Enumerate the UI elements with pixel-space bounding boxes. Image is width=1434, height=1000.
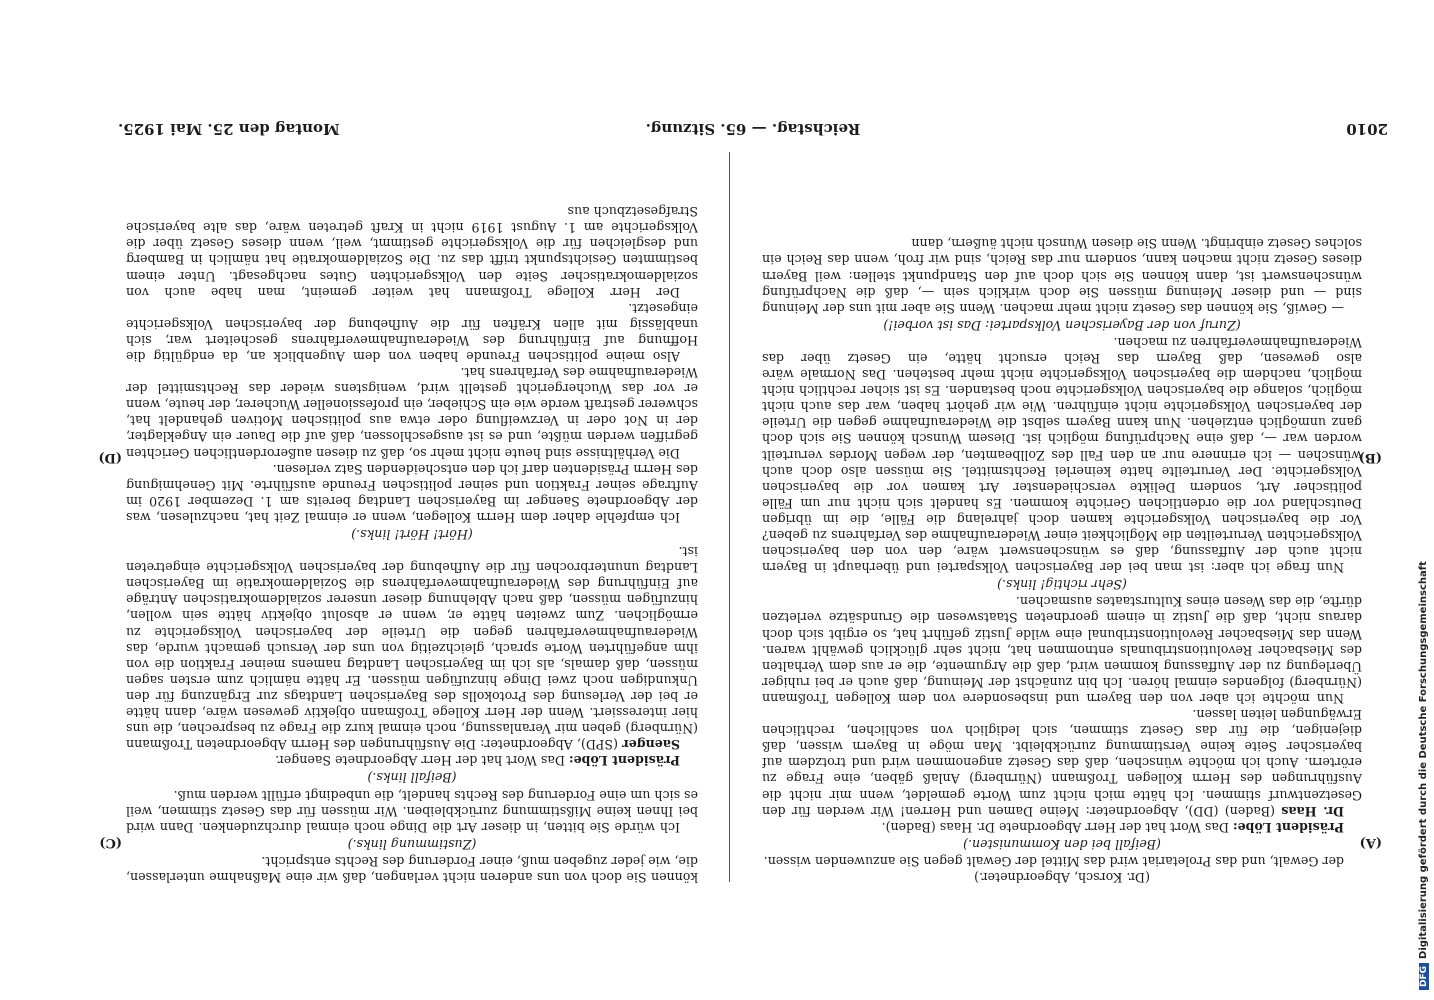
paragraph-text: (Beifall bei den Kommunisten.) bbox=[963, 836, 1161, 852]
paragraph-text: — Gewiß, Sie können das Gesetz nicht mehr machen. Wenn Sie aber mit uns der Meinung sind — und dieser Meinung müssen Sie doch wirklich sein —, daß die Nachprüfung wünschenswert ist, dann können Sie sich doch auf den Standpunkt stellen: weil Bayern dieses Gesetz nicht machen kann, sondern nur das Reich, sind wir froh, wenn das Reich ein solches Gesetz einbringt. Wenn Sie diesen Wunsch nicht äußern, dann bbox=[762, 236, 1362, 316]
paragraph-text: Das Wort hat der Herr Abgeordnete Dr. Haas (Baden). bbox=[881, 819, 1229, 835]
paragraph bbox=[126, 752, 698, 768]
session-date: Montag den 25. Mai 1925. bbox=[118, 120, 340, 138]
paragraph bbox=[762, 706, 1362, 819]
paragraph bbox=[126, 543, 698, 752]
paragraph-text: Ich würde Sie bitten, in dieser Art die Dinge noch einmal durchzudenken. Dann wird bei Ihnen keine Mißstimmung zurückbleiben. Wir müssen für das Gesetz stimmen, weil es sich um eine Forderung des Rechts handelt, die unbedingt erfüllt werden muß. bbox=[126, 787, 698, 835]
paragraph-text: können Sie doch von uns anderen nicht verlangen, daß wir eine Maßnahme unterlassen, die, wie jeder zugeben muß, einer Forderung des Rechts entspricht. bbox=[126, 853, 698, 885]
paragraph-text: (Zuruf von der Bayerischen Volkspartei: Das ist vorbei!) bbox=[883, 317, 1241, 333]
paragraph bbox=[762, 235, 1362, 315]
paragraph bbox=[126, 300, 698, 364]
paragraph-text: Nun möchte ich aber von den Bayern und insbesondere von dem Kollegen Troßmann (Nürnberg) folgendes einmal hören. Ich bin zunächst der Meinung, daß auch er bei ruhiger Überlegung zu der Auffassung kommen wird, daß die Argumente, die er aus dem Verhalten des Miesbacher Revolutionstribunals entnommen hat, nicht sehr glücklich gewählt waren. Wenn das Miesbacher Revolutionstribunal eine wilde Justiz geführt hat, so ergibt sich doch daraus nicht, daß die Justiz in einem geordneten Staatswesen die Grundsätze verletzen dürfte, die das Wesen eines Kulturstaates ausmachen. bbox=[762, 594, 1362, 706]
margin-mark-c: (C) bbox=[99, 835, 122, 850]
footer-text: Digitalisierung gefördert durch die Deutsche Forschungsgemeinschaft bbox=[1418, 561, 1429, 959]
paragraph-text: Also meine politischen Freunde haben von dem Augenblick an, da endgültig die Hoffnung auf Einführung des Wiederaufnahmeverfahrens gescheitert war, sich unablässig mit allen Kräften für die Aufhebung der bayerischen Volksgerichte eingesetzt. bbox=[126, 300, 698, 364]
speaker-name: Präsident Löbe: bbox=[1232, 819, 1344, 835]
margin-mark-b: (B) bbox=[1358, 450, 1382, 465]
paragraph bbox=[126, 461, 698, 525]
page-header bbox=[118, 116, 1388, 138]
margin-mark-d: (D) bbox=[98, 450, 122, 465]
interjection bbox=[762, 317, 1362, 333]
paragraph-text: (Dr. Korsch, Abgeordneter.) bbox=[974, 870, 1150, 885]
paragraph bbox=[126, 203, 698, 300]
digitization-footer bbox=[1418, 0, 1432, 990]
right-column bbox=[126, 145, 698, 885]
page-number: 2010 bbox=[1346, 120, 1388, 138]
paragraph bbox=[126, 364, 698, 461]
interjection bbox=[126, 769, 698, 785]
paragraph-text: (Zustimmung links.) bbox=[347, 836, 477, 852]
dfg-logo: DFG bbox=[1419, 963, 1429, 990]
paragraph-text: Nun frage ich aber: ist man bei der Bayerischen Volkspartei und überhaupt in Bayern nicht auch der Auffassung, daß es wünschenswert wäre, den von den bayerischen Volksgerichten Verurteilten die Möglichkeit einer Wiederaufnahme des Verfahrens zu geben? Vor die bayerischen Volksgerichte kamen doch jahrelang die Fälle, die im übrigen Deutschland vor die ordentlichen Gerichte kommen. Es handelt sich nicht nur um Fälle politischer Art, sondern Delikte verschiedenster Art kamen vor die bayerischen Volksgerichte. Der Verurteilte hatte keinerlei Rechtsmittel. Sie müssen also doch auch wünschen — ich erinnere nur an den Fall des Zollbeamten, der wegen Mordes verurteilt worden war —, daß eine Nachprüfung möglich ist. Diesem Wunsch können Sie sich doch ganz unmöglich entziehen. Nun kann Bayern selbst die Wiederaufnahme gegen die Urteile der bayerischen Volksgerichte nicht einführen. Wie wir gehört haben, war das auch nicht möglich, solange die bayerischen Volksgerichte noch bestanden. Es ist sicher rechtlich nicht möglich, nachdem die bayerischen Volksgerichte nicht mehr bestehen. Das Normale wäre also gewesen, daß Bayern das Reich ersucht hätte, ein Gesetz über das Wiederaufnahmeverfahren zu machen. bbox=[762, 334, 1362, 576]
paragraph-text: Der Herr Kollege Troßmann hat weiter gemeint, man habe auch von sozialdemokratischer Seite den Volksgerichten Gutes nachgesagt. Unter einem bestimmten Gesichtspunkt trifft das zu. Die Sozialdemokratie hat nämlich in Bamberg und desgleichen für die Volksgerichte gestimmt, weil, wenn dieses Gesetz über die Volksgerichte am 1. August 1919 nicht in Kraft getreten wäre, das alte bayerische Strafgesetzbuch aus bbox=[126, 204, 698, 300]
paragraph-text: (Sehr richtig! links.) bbox=[997, 577, 1127, 593]
paragraph bbox=[762, 593, 1362, 706]
interjection bbox=[126, 836, 698, 852]
page-title: Reichstag. — 65. Sitzung. bbox=[645, 120, 861, 138]
paragraph bbox=[126, 786, 698, 834]
paragraph-text: Das Wort hat der Herr Abgeordnete Saenger. bbox=[275, 753, 565, 769]
paragraph-text: (Beifall links.) bbox=[367, 770, 457, 786]
speaker-continuation-line bbox=[762, 869, 1362, 885]
paragraph bbox=[762, 853, 1362, 869]
paragraph-text: (SPD), Abgeordneter: Die Ausführungen des Herrn Abgeordneten Troßmann (Nürnberg) geben mir Veranlassung, noch einmal kurz die Frage zu besprechen, die uns hier interessiert. Wenn der Herr Kollege Troßmann objektiv gewesen wäre, dann hätte er bei der Verlesung des Protokolls des Bayerischen Landtags zur Ergänzung für den Unkundigen noch zwei Dinge hinzufügen müssen. Er hätte nämlich zum ersten sagen müssen, daß damals, als ich im Bayerischen Landtag namens meiner Fraktion die von ihm angeführten Worte sprach, gleichzeitig von uns der Versuch gemacht wurde, das Wiederaufnahmeverfahren gegen die Urteile der bayerischen Volksgerichte zu ermöglichen. Zum zweiten hätte er, wenn er absolut objektiv hätte sein wollen, hinzufügen müssen, daß nach Ablehnung dieser unserer sozialdemokratischen Anträge auf Einführung des Wiederaufnahmeverfahrens die Sozialdemokratie im Bayerischen Landtag ununterbrochen für die Aufhebung der bayerischen Volksgerichte eingetreten ist. bbox=[126, 544, 698, 753]
paragraph-text: der Gewalt, und das Proletariat wird das Mittel der Gewalt gegen Sie anzuwenden wissen. bbox=[763, 853, 1344, 869]
column-divider bbox=[729, 152, 730, 882]
paragraph bbox=[762, 334, 1362, 575]
speaker-name: Dr. Haas bbox=[1281, 803, 1344, 819]
paragraph-text: (Baden) (DD), Abgeordneter: Meine Damen und Herren! Wir werden für den Gesetzentwurf stimmen. Ich hätte mich nicht zum Worte gemeldet, wenn mir nicht die Ausführungen des Herrn Kollegen Troßmann (Nürnberg) Anlaß gäben, eine Frage zu erörtern. Auch ich möchte wünschen, daß das Gesetz angenommen wird und trotzdem auf bayerischer Seite keine Verstimmung zurückbleibt. Man möge in Bayern wissen, daß diejenigen, die für das Gesetz stimmen, sich lediglich von sachlichen, rechtlichen Erwägungen leiten lassen. bbox=[762, 707, 1362, 819]
interjection bbox=[126, 526, 698, 542]
speaker-name: Präsident Löbe: bbox=[568, 753, 680, 769]
left-column bbox=[762, 145, 1362, 885]
paragraph-text: Die Verhältnisse sind heute nicht mehr so, daß zu diesen außerordentlichen Gerichten gegriffen werden müßte, und es ist ausgeschlossen, daß auf die Dauer ein Angeklagter, der in Not oder in Verzweiflung oder etwa aus politischen Motiven gehandelt hat, schwerer gestraft werde wie ein Schieber, ein professioneller Wucherer, der heute, wenn er vor das Wuchergericht gestellt wird, wenigstens wieder das Rechtsmittel der Wiederaufnahme des Verfahrens hat. bbox=[126, 365, 698, 461]
paragraph bbox=[762, 819, 1362, 835]
paragraph-text: (Hört! Hört! links.) bbox=[351, 527, 473, 543]
interjection bbox=[762, 836, 1362, 852]
margin-mark-a: (A) bbox=[1359, 835, 1382, 850]
paragraph-text: Ich empfehle daher dem Herrn Kollegen, wenn er einmal Zeit hat, nachzulesen, was der Abgeordnete Saenger im Bayerischen Landtag bereits am 1. Dezember 1920 im Auftrage seiner Fraktion und seiner politischen Freunde ausführte. Mit Genehmigung des Herrn Präsidenten darf ich den entscheidenden Satz verlesen. bbox=[126, 461, 698, 525]
paragraph bbox=[126, 853, 698, 885]
speaker-name: Saenger bbox=[622, 737, 680, 753]
interjection bbox=[762, 576, 1362, 592]
